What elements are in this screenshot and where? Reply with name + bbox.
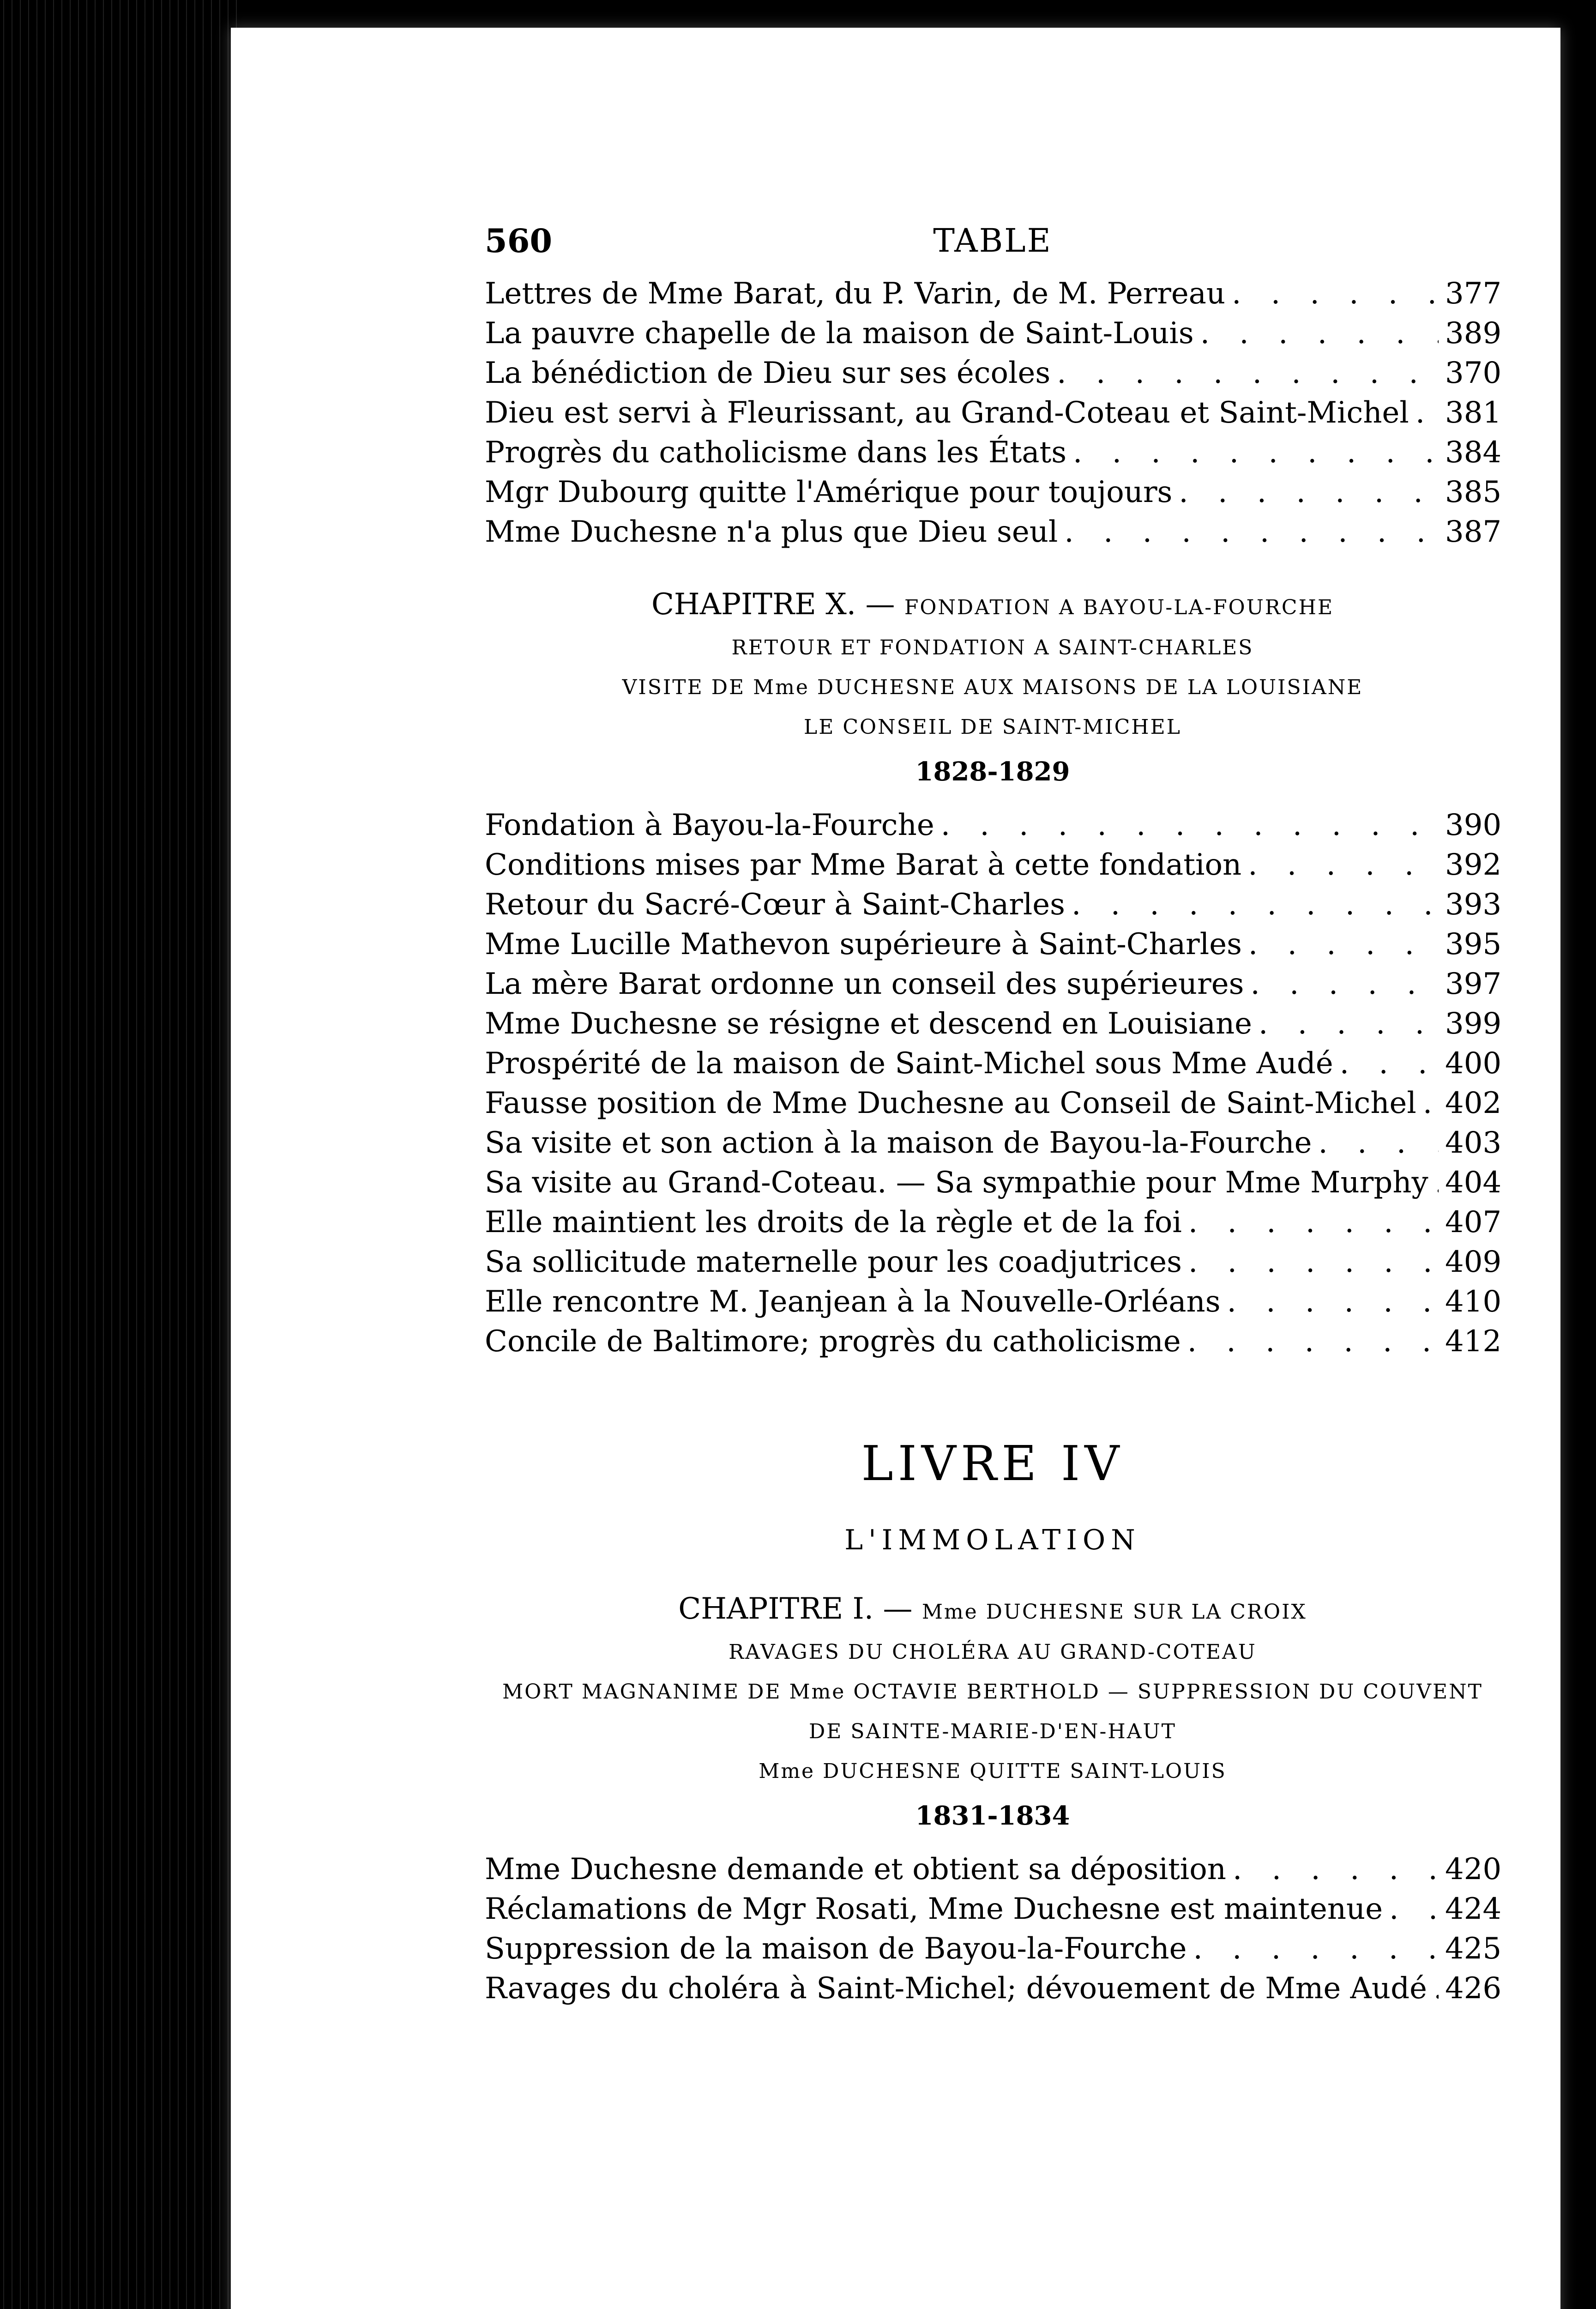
toc-entry: Sa visite et son action à la maison de Bayou-la-Fourche . . . 403 — [485, 1123, 1500, 1163]
toc-entry: Mme Duchesne se résigne et descend en Louisiane . . . 399 — [485, 1004, 1500, 1044]
livre-title: LIVRE IV — [861, 1435, 1124, 1492]
chapter-i-heading: CHAPITRE I. — Mme DUCHESNE SUR LA CROIX RAVAGES DU CHOLÉRA AU GRAND-COTEAU MORT MAGNANIME DE Mme OCTAVIE BERTHOLD — SUPPRESSION DU COUVENT DE SAINTE-MARIE-D'EN-HAUT Mme DUCHESNE QUITTE SAINT-LOUIS 1831-1834 — [485, 1589, 1500, 1831]
toc-entry: Réclamations de Mgr Rosati, Mme Duchesne est maintenue . . . 424 — [485, 1889, 1500, 1929]
toc-entry: Mgr Dubourg quitte l'Amérique pour toujours . . . 385 — [485, 472, 1500, 512]
toc-entry: Fausse position de Mme Duchesne au Conseil de Saint-Michel . . . 402 — [485, 1083, 1500, 1123]
scan-left-edge — [0, 0, 240, 2309]
toc-entry: Concile de Baltimore; progrès du catholicisme . . . 412 — [485, 1322, 1500, 1361]
page-title: TABLE — [933, 222, 1052, 260]
toc-entry: Conditions mises par Mme Barat à cette fondation . . . 392 — [485, 845, 1500, 885]
page-header — [485, 222, 1500, 260]
toc-entry: Retour du Sacré-Cœur à Saint-Charles . . . 393 — [485, 885, 1500, 925]
table-of-contents — [485, 222, 1500, 2008]
toc-entry: Fondation à Bayou-la-Fourche . . . 390 — [485, 805, 1500, 845]
toc-entry: Elle maintient les droits de la règle et de la foi . . . 407 — [485, 1203, 1500, 1242]
toc-entry: Sa sollicitude maternelle pour les coadjutrices . . . 409 — [485, 1242, 1500, 1282]
toc-entry: Elle rencontre M. Jeanjean à la Nouvelle-Orléans . . . 410 — [485, 1282, 1500, 1322]
chapter-x-heading: CHAPITRE X. — FONDATION A BAYOU-LA-FOURCHE RETOUR ET FONDATION A SAINT-CHARLES VISITE DE Mme DUCHESNE AUX MAISONS DE LA LOUISIANE LE CONSEIL DE SAINT-MICHEL 1828-1829 — [485, 584, 1500, 787]
chapter-x-entries — [485, 805, 1500, 1361]
toc-entry: Mme Duchesne demande et obtient sa déposition . . . 420 — [485, 1850, 1500, 1889]
toc-entry: Mme Lucille Mathevon supérieure à Saint-Charles . . . 395 — [485, 925, 1500, 964]
top-entries — [485, 274, 1500, 552]
toc-entry: La mère Barat ordonne un conseil des supérieures . . . 397 — [485, 964, 1500, 1004]
toc-entry: Sa visite au Grand-Coteau. — Sa sympathie pour Mme Murphy . . . 404 — [485, 1163, 1500, 1203]
toc-entry: Lettres de Mme Barat, du P. Varin, de M. Perreau . . . 377 — [485, 274, 1500, 314]
livre-subtitle: L'IMMOLATION — [844, 1524, 1141, 1556]
toc-entry: Ravages du choléra à Saint-Michel; dévouement de Mme Audé . . . 426 — [485, 1969, 1500, 2008]
chapter-i-entries — [485, 1850, 1500, 2008]
toc-entry: La pauvre chapelle de la maison de Saint-Louis . . . 389 — [485, 314, 1500, 353]
toc-entry: Prospérité de la maison de Saint-Michel sous Mme Audé . . . 400 — [485, 1044, 1500, 1083]
toc-entry: Mme Duchesne n'a plus que Dieu seul . . . 387 — [485, 512, 1500, 552]
toc-entry: La bénédiction de Dieu sur ses écoles . . . 370 — [485, 353, 1500, 393]
page-number: 560 — [485, 222, 553, 260]
chapter-years: 1831-1834 — [915, 1801, 1070, 1831]
chapter-years: 1828-1829 — [915, 756, 1070, 787]
toc-entry: Dieu est servi à Fleurissant, au Grand-Coteau et Saint-Michel . . . 381 — [485, 393, 1500, 433]
toc-entry: Suppression de la maison de Bayou-la-Fourche . . . 425 — [485, 1929, 1500, 1969]
toc-entry: Progrès du catholicisme dans les États . . . 384 — [485, 433, 1500, 472]
